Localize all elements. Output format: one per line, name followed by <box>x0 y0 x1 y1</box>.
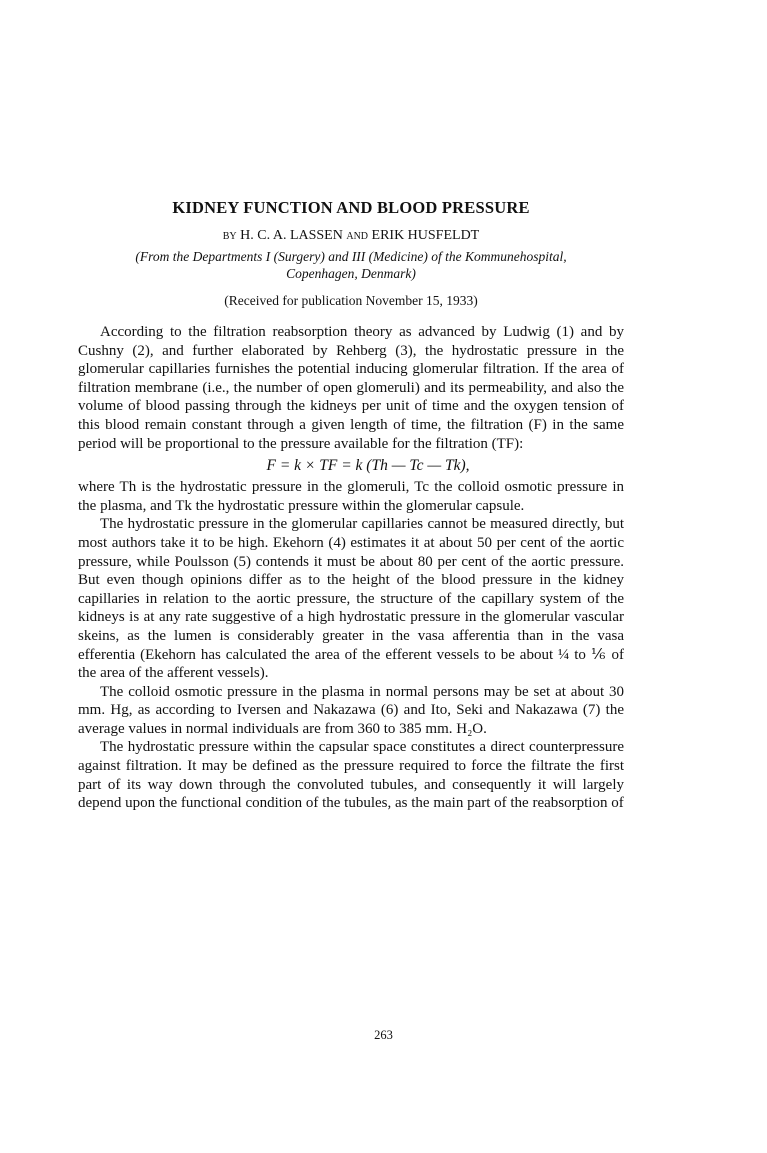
affiliation-line-2: Copenhagen, Denmark) <box>286 266 416 281</box>
affiliation-line-1: (From the Departments I (Surgery) and III (Medicine) of the Kommunehospital, <box>135 249 567 264</box>
page-number: 263 <box>374 1028 393 1042</box>
affiliation <box>78 248 624 282</box>
paragraph-1: According to the filtration reabsorption theory as advanced by Ludwig (1) and by Cushny (2), and further elaborated by Rehberg (3), the hydrostatic pressure in the glomerular capillaries furnishes the potential inducing glomerular filtration. If the area of filtration membrane (i.e., the number of open glomeruli) and its permeability, and also the volume of blood passing through the kidneys per unit of time and the oxygen tension of this blood remain constant through a given length of time, the filtration (F) in the same period will be proportional to the pressure available for the filtration (TF): <box>78 324 624 452</box>
article-page <box>78 198 624 813</box>
byline-and: AND <box>346 231 369 242</box>
byline-by: BY <box>222 231 237 242</box>
author-1: H. C. A. LASSEN <box>240 228 343 243</box>
byline <box>78 226 624 246</box>
paragraph-2: where Th is the hydrostatic pressure in the glomeruli, Tc the colloid osmotic pressure in the plasma, and Tk the hydrostatic pressure within the glomerular capsule. <box>78 479 624 514</box>
received-date: (Received for publication November 15, 1933) <box>224 293 478 308</box>
paragraph-3: The hydrostatic pressure in the glomerular capillaries cannot be measured directly, but most authors take it to be high. Ekehorn (4) estimates it at about 50 per cent of the aortic pressure, while Poulsson (5) contends it must be about 80 per cent of the aortic pressure. But even though opinions differ as to the height of the blood pressure in the kidney capillaries in relation to the aortic pressure, the structure of the capillary system of the kidneys is at any rate suggestive of a high hydrostatic pressure in the glomerular vascular skeins, as the lumen is considerably greater in the vasa afferentia than in the vasa efferentia (Ekehorn has calculated the area of the efferent vessels to be about ¼ to ⅙ of the area of the afferent vessels). <box>78 516 624 682</box>
paragraph-4: The colloid osmotic pressure in the plasma in normal persons may be set at about 30 mm. Hg, as according to Iversen and Nakazawa (6) and Ito, Seki and Nakazawa (7) the average values in normal individuals are from 360 to 385 mm. H₂O. <box>78 683 624 737</box>
filtration-formula: F = k × TF = k (Th — Tc — Tk), <box>266 457 470 475</box>
author-2: ERIK HUSFELDT <box>371 228 480 243</box>
paragraph-5: The hydrostatic pressure within the capsular space constitutes a direct counterpressure against filtration. It may be defined as the pressure required to force the filtrate the first part of its way down through the convoluted tubules, and consequently it will largely depend upon the functional condition of the tubules, as the main part of the reabsorption of <box>78 739 624 812</box>
article-title: KIDNEY FUNCTION AND BLOOD PRESSURE <box>172 198 530 217</box>
